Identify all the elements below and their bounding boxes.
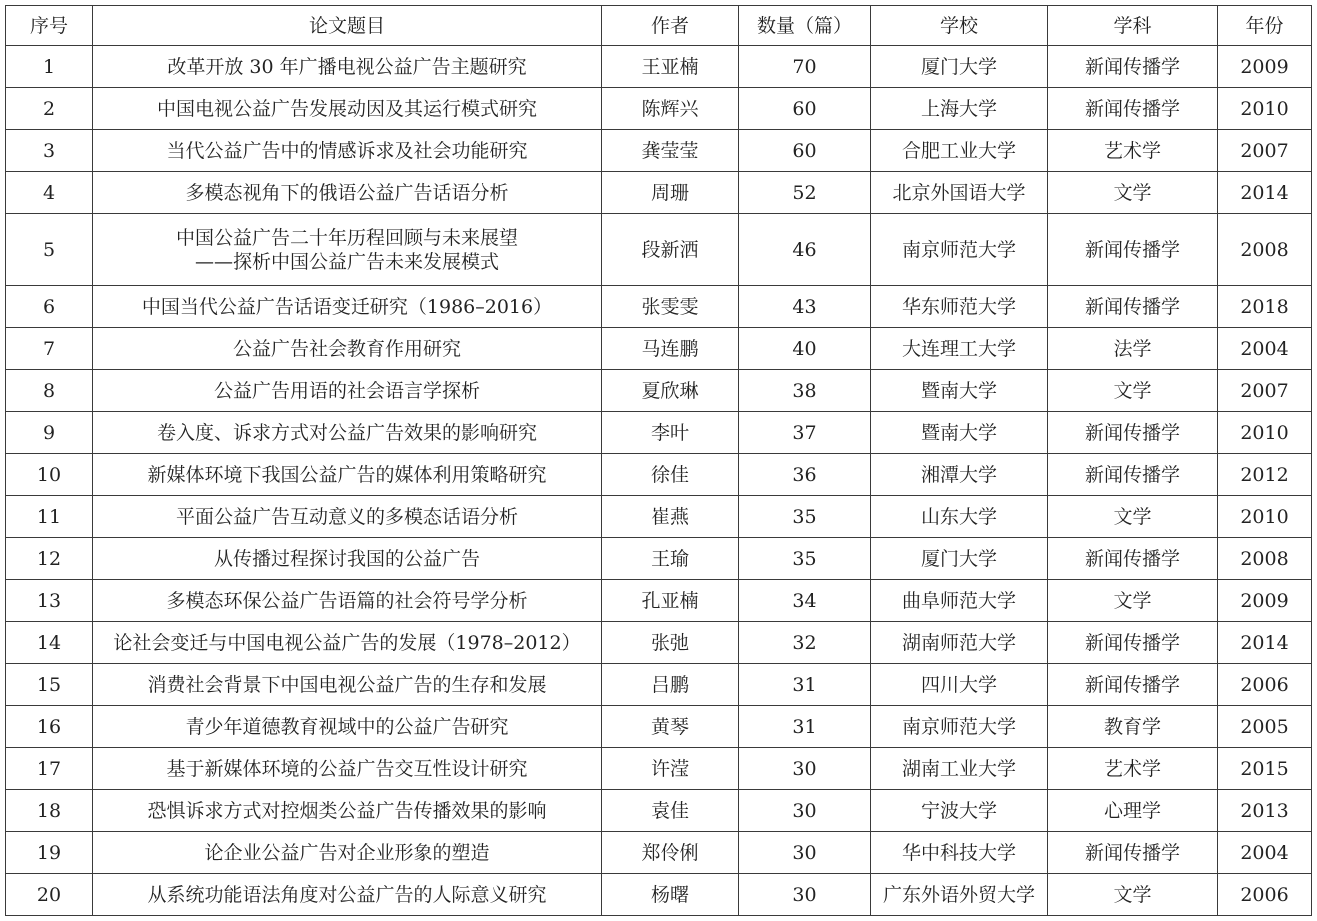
title-line: 多模态视角下的俄语公益广告话语分析: [185, 181, 509, 204]
table-row: [6, 748, 1312, 790]
cell-title: [93, 580, 602, 622]
cell-school: 山东大学: [871, 496, 1048, 538]
cell-year: 2014: [1218, 172, 1312, 214]
cell-year: 2007: [1218, 130, 1312, 172]
cell-school: 北京外国语大学: [871, 172, 1048, 214]
cell-no: 12: [6, 538, 93, 580]
cell-author: 袁佳: [602, 790, 739, 832]
cell-title: [93, 664, 602, 706]
cell-count: 37: [739, 412, 871, 454]
cell-school: 大连理工大学: [871, 328, 1048, 370]
cell-count: 30: [739, 832, 871, 874]
table-row: [6, 88, 1312, 130]
cell-no: 16: [6, 706, 93, 748]
cell-title: [93, 454, 602, 496]
cell-year: 2005: [1218, 706, 1312, 748]
cell-title: [93, 874, 602, 916]
cell-year: 2015: [1218, 748, 1312, 790]
cell-school: 南京师范大学: [871, 706, 1048, 748]
cell-title: [93, 46, 602, 88]
title-line: 从传播过程探讨我国的公益广告: [213, 547, 480, 570]
cell-author: 吕鹏: [602, 664, 739, 706]
cell-author: 孔亚楠: [602, 580, 739, 622]
cell-subject: 法学: [1048, 328, 1218, 370]
cell-count: 35: [739, 538, 871, 580]
cell-subject: 新闻传播学: [1048, 622, 1218, 664]
table-row: [6, 130, 1312, 172]
cell-count: 32: [739, 622, 871, 664]
cell-year: 2014: [1218, 622, 1312, 664]
cell-subject: 文学: [1048, 580, 1218, 622]
cell-school: 暨南大学: [871, 412, 1048, 454]
table-row: [6, 874, 1312, 916]
title-line: 青少年道德教育视域中的公益广告研究: [185, 715, 509, 738]
cell-subject: 文学: [1048, 874, 1218, 916]
title-line: 新媒体环境下我国公益广告的媒体利用策略研究: [147, 463, 547, 486]
header-subject: 学科: [1048, 6, 1218, 46]
cell-no: 5: [6, 214, 93, 286]
cell-school: 厦门大学: [871, 46, 1048, 88]
cell-title: [93, 328, 602, 370]
cell-year: 2018: [1218, 286, 1312, 328]
title-line: ——探析中国公益广告未来发展模式: [194, 250, 499, 273]
cell-subject: 文学: [1048, 370, 1218, 412]
cell-no: 15: [6, 664, 93, 706]
table-row: [6, 664, 1312, 706]
cell-school: 广东外语外贸大学: [871, 874, 1048, 916]
cell-no: 4: [6, 172, 93, 214]
cell-title: [93, 370, 602, 412]
cell-author: 许滢: [602, 748, 739, 790]
cell-title: [93, 88, 602, 130]
cell-author: 龚莹莹: [602, 130, 739, 172]
cell-year: 2010: [1218, 496, 1312, 538]
cell-subject: 新闻传播学: [1048, 412, 1218, 454]
cell-year: 2012: [1218, 454, 1312, 496]
table-row: [6, 622, 1312, 664]
cell-school: 曲阜师范大学: [871, 580, 1048, 622]
table-row: [6, 46, 1312, 88]
cell-title: [93, 538, 602, 580]
cell-school: 宁波大学: [871, 790, 1048, 832]
cell-count: 30: [739, 874, 871, 916]
cell-author: 段新洒: [602, 214, 739, 286]
cell-subject: 文学: [1048, 172, 1218, 214]
table-row: [6, 172, 1312, 214]
header-row: [6, 6, 1312, 46]
cell-title: [93, 412, 602, 454]
cell-author: 徐佳: [602, 454, 739, 496]
cell-count: 30: [739, 790, 871, 832]
header-author: 作者: [602, 6, 739, 46]
cell-no: 11: [6, 496, 93, 538]
header-no: 序号: [6, 6, 93, 46]
cell-count: 30: [739, 748, 871, 790]
title-line: 中国当代公益广告话语变迁研究（1986–2016）: [141, 295, 553, 318]
cell-author: 王瑜: [602, 538, 739, 580]
cell-title: [93, 214, 602, 286]
cell-author: 李叶: [602, 412, 739, 454]
cell-title: [93, 286, 602, 328]
cell-subject: 心理学: [1048, 790, 1218, 832]
cell-year: 2007: [1218, 370, 1312, 412]
cell-school: 湘潭大学: [871, 454, 1048, 496]
cell-subject: 艺术学: [1048, 130, 1218, 172]
cell-count: 40: [739, 328, 871, 370]
cell-subject: 新闻传播学: [1048, 538, 1218, 580]
cell-author: 夏欣琳: [602, 370, 739, 412]
cell-author: 杨曙: [602, 874, 739, 916]
cell-year: 2010: [1218, 88, 1312, 130]
cell-count: 31: [739, 664, 871, 706]
document-page: [5, 5, 1311, 916]
cell-count: 38: [739, 370, 871, 412]
title-line: 恐惧诉求方式对控烟类公益广告传播效果的影响: [147, 799, 547, 822]
cell-author: 黄琴: [602, 706, 739, 748]
cell-author: 崔燕: [602, 496, 739, 538]
table-row: [6, 538, 1312, 580]
cell-count: 36: [739, 454, 871, 496]
cell-no: 3: [6, 130, 93, 172]
cell-title: [93, 622, 602, 664]
cell-title: [93, 748, 602, 790]
cell-subject: 新闻传播学: [1048, 46, 1218, 88]
cell-school: 厦门大学: [871, 538, 1048, 580]
cell-school: 华东师范大学: [871, 286, 1048, 328]
cell-subject: 新闻传播学: [1048, 454, 1218, 496]
cell-count: 60: [739, 130, 871, 172]
cell-school: 暨南大学: [871, 370, 1048, 412]
title-line: 论社会变迁与中国电视公益广告的发展（1978–2012）: [113, 631, 581, 654]
title-line: 公益广告用语的社会语言学探析: [213, 379, 480, 402]
cell-no: 13: [6, 580, 93, 622]
title-line: 改革开放 30 年广播电视公益广告主题研究: [167, 55, 527, 78]
cell-year: 2006: [1218, 664, 1312, 706]
cell-subject: 艺术学: [1048, 748, 1218, 790]
table-row: [6, 328, 1312, 370]
table-body: [6, 46, 1312, 916]
cell-title: [93, 832, 602, 874]
header-year: 年份: [1218, 6, 1312, 46]
title-line: 消费社会背景下中国电视公益广告的生存和发展: [147, 673, 547, 696]
cell-subject: 新闻传播学: [1048, 286, 1218, 328]
cell-author: 王亚楠: [602, 46, 739, 88]
title-line: 从系统功能语法角度对公益广告的人际意义研究: [147, 883, 547, 906]
title-line: 论企业公益广告对企业形象的塑造: [204, 841, 490, 864]
header-count: 数量（篇）: [739, 6, 871, 46]
cell-school: 湖南工业大学: [871, 748, 1048, 790]
table-row: [6, 496, 1312, 538]
table-row: [6, 214, 1312, 286]
title-line: 当代公益广告中的情感诉求及社会功能研究: [166, 139, 528, 162]
table-row: [6, 580, 1312, 622]
cell-year: 2004: [1218, 832, 1312, 874]
cell-school: 湖南师范大学: [871, 622, 1048, 664]
cell-count: 60: [739, 88, 871, 130]
cell-author: 郑伶俐: [602, 832, 739, 874]
cell-author: 周珊: [602, 172, 739, 214]
cell-year: 2009: [1218, 580, 1312, 622]
header-school: 学校: [871, 6, 1048, 46]
title-line: 多模态环保公益广告语篇的社会符号学分析: [166, 589, 528, 612]
cell-no: 2: [6, 88, 93, 130]
cell-title: [93, 706, 602, 748]
title-line: 基于新媒体环境的公益广告交互性设计研究: [166, 757, 528, 780]
cell-year: 2006: [1218, 874, 1312, 916]
cell-no: 19: [6, 832, 93, 874]
header-title: 论文题目: [93, 6, 602, 46]
cell-count: 34: [739, 580, 871, 622]
title-line: 中国电视公益广告发展动因及其运行模式研究: [156, 97, 537, 120]
cell-count: 31: [739, 706, 871, 748]
cell-title: [93, 496, 602, 538]
table-row: [6, 412, 1312, 454]
cell-year: 2004: [1218, 328, 1312, 370]
cell-school: 南京师范大学: [871, 214, 1048, 286]
cell-year: 2008: [1218, 214, 1312, 286]
table-row: [6, 286, 1312, 328]
cell-subject: 新闻传播学: [1048, 832, 1218, 874]
cell-count: 35: [739, 496, 871, 538]
cell-no: 8: [6, 370, 93, 412]
table-row: [6, 706, 1312, 748]
cell-school: 华中科技大学: [871, 832, 1048, 874]
cell-subject: 教育学: [1048, 706, 1218, 748]
cell-school: 四川大学: [871, 664, 1048, 706]
cell-title: [93, 172, 602, 214]
cell-author: 陈辉兴: [602, 88, 739, 130]
cell-subject: 新闻传播学: [1048, 214, 1218, 286]
cell-no: 14: [6, 622, 93, 664]
cell-title: [93, 130, 602, 172]
cell-subject: 新闻传播学: [1048, 664, 1218, 706]
cell-year: 2010: [1218, 412, 1312, 454]
table-row: [6, 790, 1312, 832]
cell-no: 9: [6, 412, 93, 454]
cell-count: 46: [739, 214, 871, 286]
cell-no: 18: [6, 790, 93, 832]
cell-author: 张雯雯: [602, 286, 739, 328]
cell-school: 合肥工业大学: [871, 130, 1048, 172]
cell-no: 7: [6, 328, 93, 370]
cell-author: 马连鹏: [602, 328, 739, 370]
cell-no: 17: [6, 748, 93, 790]
table-row: [6, 370, 1312, 412]
cell-subject: 新闻传播学: [1048, 88, 1218, 130]
cell-year: 2008: [1218, 538, 1312, 580]
cell-no: 20: [6, 874, 93, 916]
table-row: [6, 454, 1312, 496]
cell-subject: 文学: [1048, 496, 1218, 538]
title-line: 卷入度、诉求方式对公益广告效果的影响研究: [156, 421, 537, 444]
cell-count: 43: [739, 286, 871, 328]
table-row: [6, 832, 1312, 874]
cell-count: 70: [739, 46, 871, 88]
cell-title: [93, 790, 602, 832]
cell-no: 10: [6, 454, 93, 496]
table-header: [6, 6, 1312, 46]
cell-year: 2009: [1218, 46, 1312, 88]
cell-author: 张弛: [602, 622, 739, 664]
cell-no: 1: [6, 46, 93, 88]
title-line: 平面公益广告互动意义的多模态话语分析: [175, 505, 518, 528]
cell-year: 2013: [1218, 790, 1312, 832]
cell-school: 上海大学: [871, 88, 1048, 130]
title-line: 中国公益广告二十年历程回顾与未来展望: [175, 226, 518, 249]
cell-count: 52: [739, 172, 871, 214]
cell-no: 6: [6, 286, 93, 328]
thesis-table: [5, 5, 1312, 916]
title-line: 公益广告社会教育作用研究: [232, 337, 461, 360]
